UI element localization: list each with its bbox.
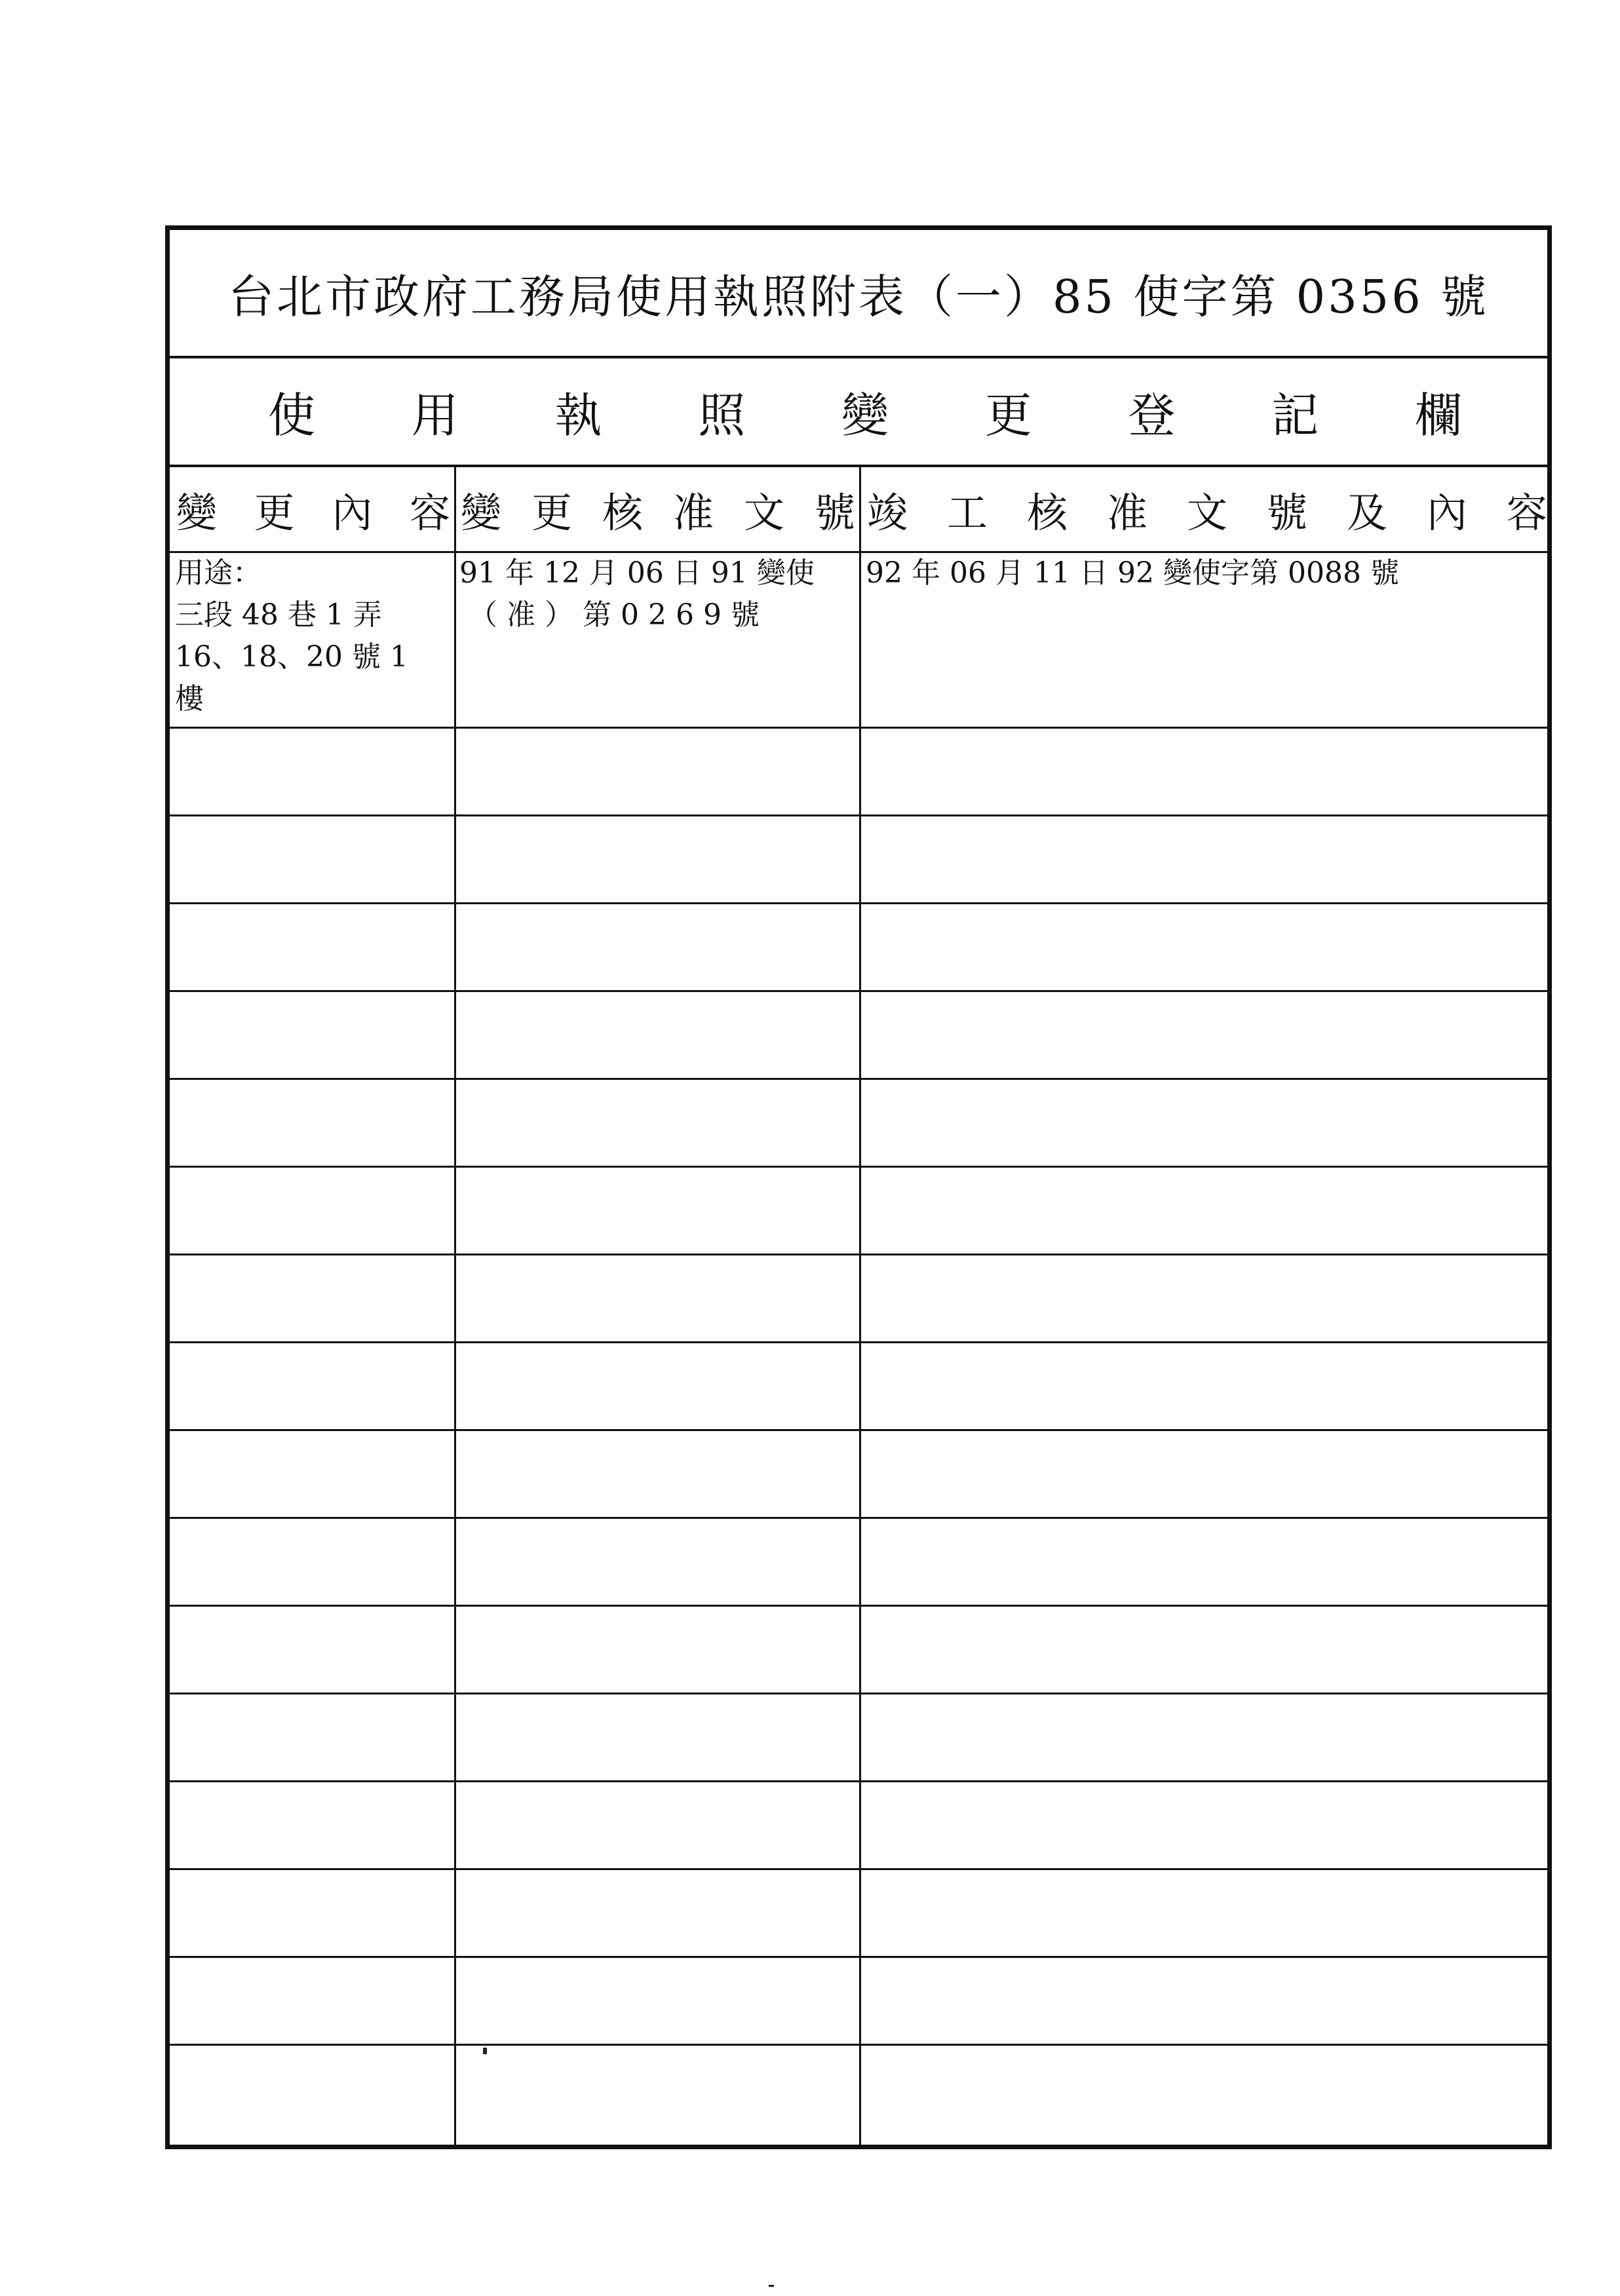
subtitle-char: 執 bbox=[554, 388, 602, 443]
column-divider bbox=[859, 467, 861, 2145]
row-divider bbox=[170, 1868, 1547, 1870]
row-divider bbox=[170, 1253, 1547, 1255]
row-divider bbox=[170, 1693, 1547, 1694]
row-divider bbox=[170, 727, 1547, 729]
row-divider bbox=[170, 902, 1547, 904]
usage-permit-change-form bbox=[165, 225, 1552, 2149]
subtitle-char: 照 bbox=[698, 388, 746, 443]
header-completion-number: 竣 工 核 准 文 號 及 內 容 bbox=[867, 488, 1547, 537]
form-subtitle bbox=[170, 358, 1547, 467]
entry-change-content: 用途： 三段 48 巷 1 弄 16、18、20 號 1 樓 bbox=[175, 556, 408, 716]
scan-speck bbox=[483, 2048, 487, 2054]
row-divider bbox=[170, 1517, 1547, 1519]
row-divider bbox=[170, 1078, 1547, 1080]
row-divider bbox=[170, 1780, 1547, 1782]
header-approval-number: 變 更 核 准 文 號 bbox=[461, 488, 855, 537]
entry-approval-number: 91 年 12 月 06 日 91 變使 （ 准 ） 第 0 2 6 9 號 bbox=[459, 556, 815, 632]
row-divider bbox=[170, 814, 1547, 816]
row-divider bbox=[170, 1166, 1547, 1168]
subtitle-char: 登 bbox=[1128, 388, 1176, 443]
subtitle-char: 用 bbox=[411, 388, 459, 443]
row-divider bbox=[170, 990, 1547, 992]
subtitle-char: 變 bbox=[841, 388, 889, 443]
subtitle-char: 記 bbox=[1271, 388, 1319, 443]
scan-speck bbox=[769, 2285, 774, 2287]
change-record-table bbox=[170, 467, 1547, 2145]
header-change-content: 變 更 內 容 bbox=[176, 488, 450, 537]
subtitle-char: 使 bbox=[268, 388, 316, 443]
row-divider bbox=[170, 1956, 1547, 1958]
entry-completion-number: 92 年 06 月 11 日 92 變使字第 0088 號 bbox=[866, 556, 1399, 590]
row-divider bbox=[170, 1341, 1547, 1343]
row-divider bbox=[170, 1429, 1547, 1431]
row-divider bbox=[170, 1605, 1547, 1607]
subtitle-char: 欄 bbox=[1414, 388, 1462, 443]
column-divider bbox=[454, 467, 456, 2145]
form-title: 台北市政府工務局使用執照附表（一）85 使字第 0356 號 bbox=[170, 230, 1547, 358]
row-divider bbox=[170, 2044, 1547, 2046]
subtitle-char: 更 bbox=[984, 388, 1032, 443]
